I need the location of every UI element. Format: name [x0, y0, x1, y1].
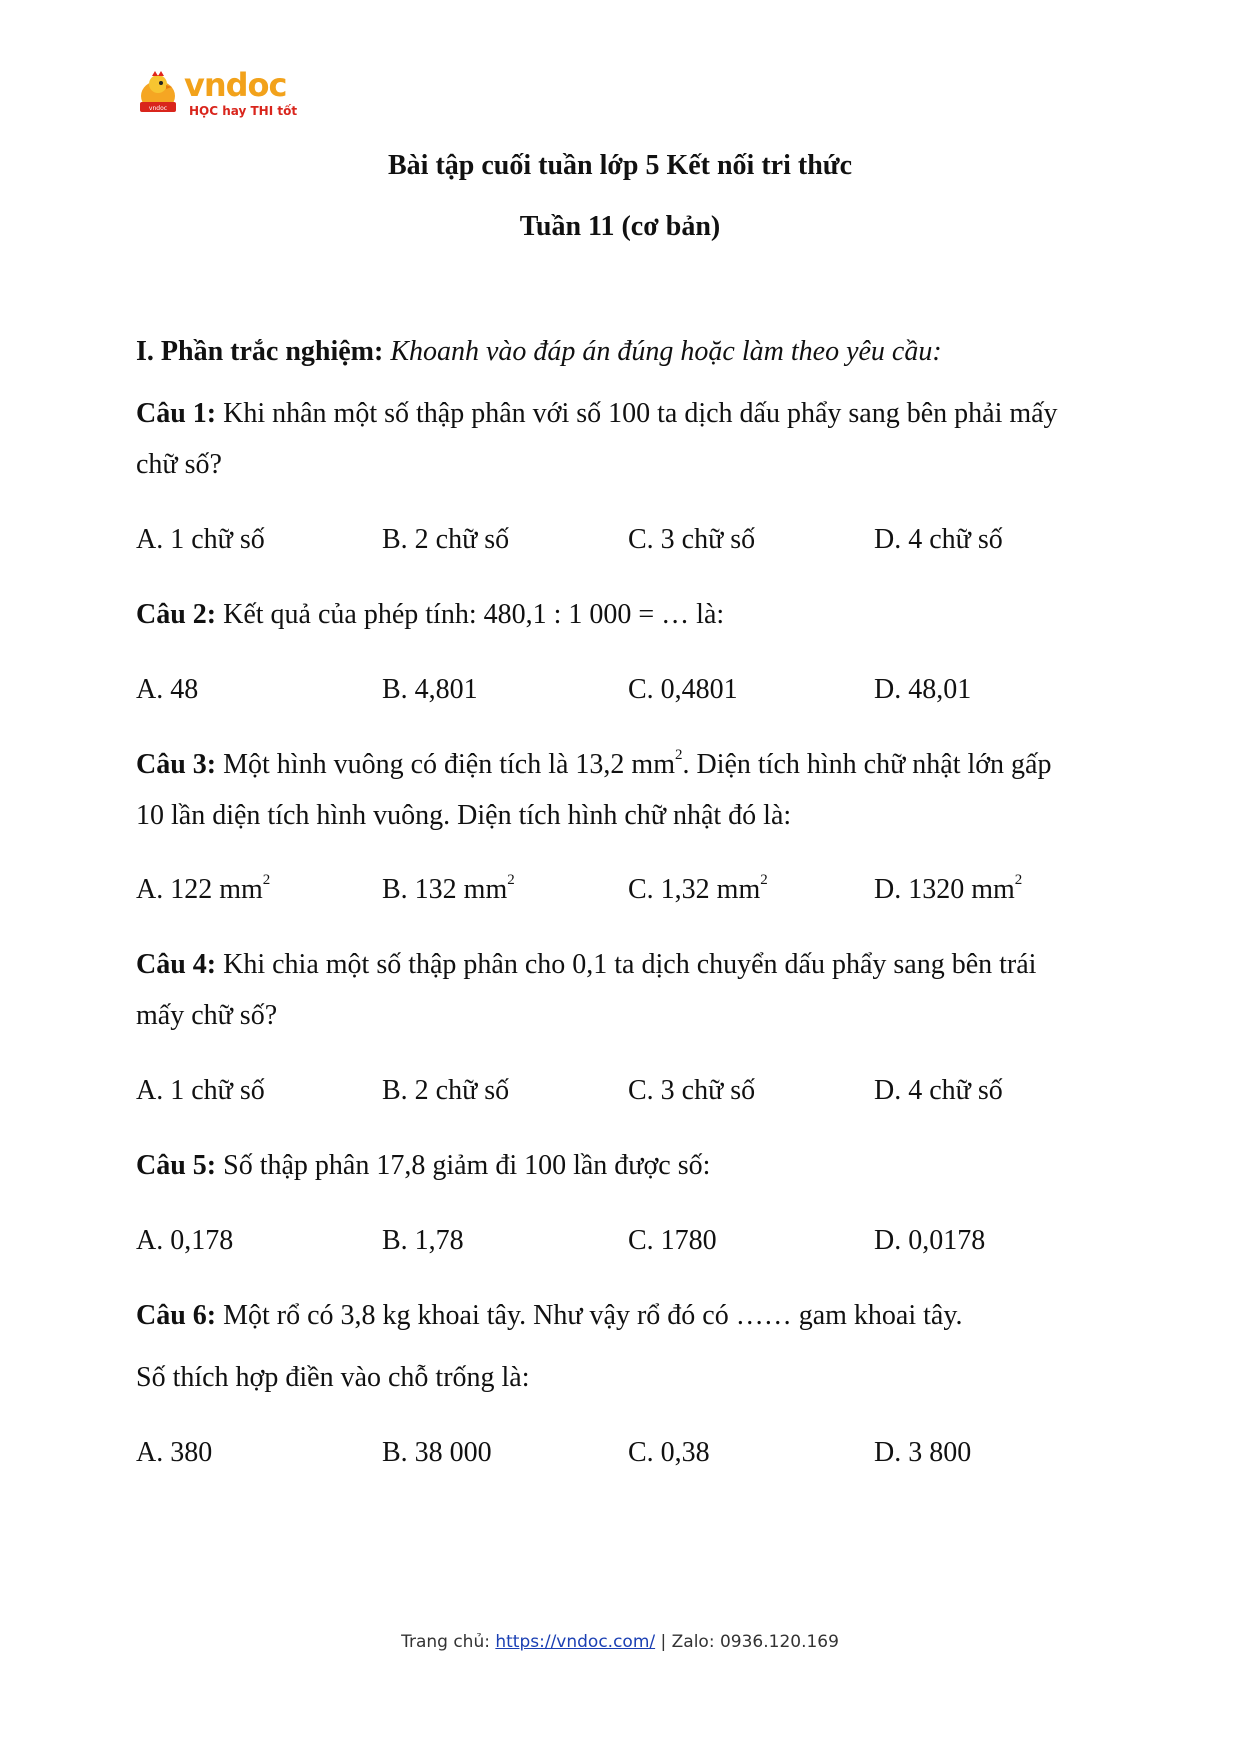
section-heading: I. Phần trắc nghiệm:	[136, 336, 384, 367]
question-label: Câu 1:	[136, 398, 217, 429]
homepage-link[interactable]: https://vndoc.com/	[495, 1632, 656, 1652]
option-a[interactable]: A. 380	[136, 1437, 213, 1468]
option-c[interactable]: C. 1,32 $mm^2$	[628, 872, 768, 905]
question-3	[136, 749, 1052, 781]
question-label: Câu 2:	[136, 599, 217, 630]
option-c[interactable]: C. 3 chữ số	[628, 524, 756, 555]
question-1-cont: chữ số?	[136, 449, 222, 480]
option-d[interactable]: D. 4 chữ số	[874, 1075, 1003, 1106]
option-c[interactable]: C. 1780	[628, 1225, 717, 1256]
svg-text:vndoc: vndoc	[148, 105, 168, 112]
question-4	[136, 949, 1036, 981]
option-b[interactable]: B. 4,801	[382, 674, 478, 705]
option-a[interactable]: A. 122 $mm^2$	[136, 872, 271, 905]
option-c[interactable]: C. 0,4801	[628, 674, 738, 705]
question-label: Câu 4:	[136, 949, 217, 980]
logo-tagline: HỌC hay THI tốt	[189, 104, 298, 118]
page-subtitle: Tuần 11 (cơ bản)	[519, 211, 721, 242]
option-d[interactable]: D. 1320 $mm^2$	[874, 872, 1023, 905]
page-footer	[0, 1632, 1240, 1652]
option-b[interactable]: B. 2 chữ số	[382, 1075, 510, 1106]
superscript: 2	[674, 747, 683, 763]
option-d[interactable]: D. 4 chữ số	[874, 524, 1003, 555]
question-text: Một hình vuông có điện tích là 13,2 mm	[223, 749, 675, 780]
question-4-cont: mấy chữ số?	[136, 1000, 278, 1031]
question-label: Câu 6:	[136, 1300, 217, 1331]
footer-contact: | Zalo: 0936.120.169	[655, 1632, 839, 1652]
question-6-cont: Số thích hợp điền vào chỗ trống là:	[136, 1362, 530, 1393]
question-3-cont: 10 lần diện tích hình vuông. Diện tích hình chữ nhật đó là:	[136, 800, 792, 831]
question-5	[136, 1150, 710, 1182]
question-label: Câu 5:	[136, 1150, 217, 1181]
section-heading-line	[136, 336, 942, 368]
question-text: Một rổ có 3,8 kg khoai tây. Như vậy rổ đó có …… gam khoai tây.	[223, 1300, 963, 1331]
option-b[interactable]: B. 1,78	[382, 1225, 464, 1256]
option-b[interactable]: B. 38 000	[382, 1437, 492, 1468]
question-1	[136, 398, 1058, 430]
option-b[interactable]: B. 2 chữ số	[382, 524, 510, 555]
logo-brand: vndoc	[184, 66, 287, 104]
page-title: Bài tập cuối tuần lớp 5 Kết nối tri thức	[388, 150, 852, 181]
option-a[interactable]: A. 48	[136, 674, 199, 705]
section-instruction: Khoanh vào đáp án đúng hoặc làm theo yêu cầu:	[390, 336, 942, 367]
option-c[interactable]: C. 0,38	[628, 1437, 710, 1468]
option-d[interactable]: D. 0,0178	[874, 1225, 986, 1256]
question-text: Khi chia một số thập phân cho 0,1 ta dịch chuyển dấu phẩy sang bên trái	[223, 949, 1037, 980]
option-c[interactable]: C. 3 chữ số	[628, 1075, 756, 1106]
option-a[interactable]: A. 1 chữ số	[136, 524, 265, 555]
question-label: Câu 3:	[136, 749, 217, 780]
question-text: . Diện tích hình chữ nhật lớn gấp	[682, 749, 1052, 780]
question-6	[136, 1300, 963, 1332]
option-b[interactable]: B. 132 $mm^2$	[382, 872, 515, 905]
question-text: Số thập phân 17,8 giảm đi 100 lần được số:	[223, 1150, 711, 1181]
option-d[interactable]: D. 48,01	[874, 674, 972, 705]
footer-prefix: Trang chủ:	[401, 1632, 496, 1652]
option-a[interactable]: A. 0,178	[136, 1225, 234, 1256]
question-text: Kết quả của phép tính: 480,1 : 1 000 = … là:	[223, 599, 725, 630]
option-d[interactable]: D. 3 800	[874, 1437, 972, 1468]
question-2	[136, 599, 724, 631]
option-a[interactable]: A. 1 chữ số	[136, 1075, 265, 1106]
question-text: Khi nhân một số thập phân với số 100 ta dịch dấu phẩy sang bên phải mấy	[223, 398, 1058, 429]
